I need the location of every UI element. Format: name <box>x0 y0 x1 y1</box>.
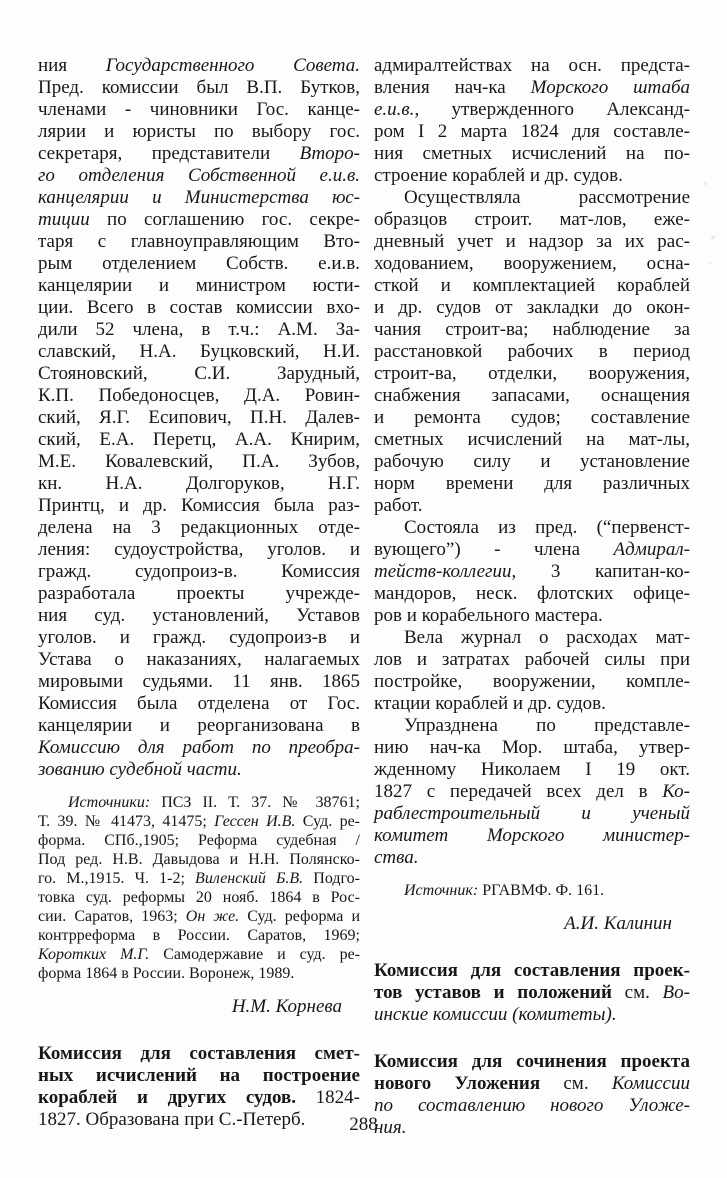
text-line <box>38 77 360 99</box>
text-run: тиции <box>38 209 90 230</box>
signature <box>38 996 360 1018</box>
text-run: ром I 2 марта 1824 для составле- <box>374 121 690 142</box>
entry-paragraph <box>374 960 690 1026</box>
text-line <box>38 473 360 495</box>
text-line <box>38 812 360 831</box>
text-run: Во- <box>662 982 690 1003</box>
text-line <box>38 451 360 473</box>
text-run: секретаря, представители <box>38 143 300 164</box>
scan-artifact <box>709 262 712 264</box>
text-line <box>38 964 360 983</box>
text-run: 1827 с передачей всех дел в <box>374 781 663 802</box>
paragraph <box>38 55 360 781</box>
text-run: комитет Морского министер- <box>374 825 690 846</box>
text-line <box>38 209 360 231</box>
text-run: строит-ва, отделки, вооружения, <box>374 363 690 384</box>
text-run: расстановкой рабочих в период <box>374 341 690 362</box>
text-run: форма 1864 в России. Воронеж, 1989. <box>38 965 295 982</box>
scan-artifact <box>704 182 707 185</box>
text-line <box>374 825 690 847</box>
paragraph <box>374 627 690 715</box>
text-run: вления нач-ка <box>374 77 531 98</box>
text-line <box>374 319 690 341</box>
text-run: Суд. реформа и <box>239 908 361 925</box>
text-run: уголов. и гражд. судопроиз-в и <box>38 627 360 648</box>
text-line <box>38 99 360 121</box>
text-run: ктации кораблей и др. судов. <box>374 693 606 714</box>
text-run: гражд. судопроиз-в. Комиссия <box>38 561 360 582</box>
text-run: строение кораблей и др. судов. <box>374 165 623 186</box>
text-run: сметных исчислений на мат-лы, <box>374 429 690 450</box>
text-run: по соглашению гос. секре- <box>89 209 360 230</box>
text-run: Источники: <box>68 794 151 811</box>
text-run: , утвержденного Александ- <box>414 99 690 120</box>
text-run: ский, Е.А. Перетц, А.А. Книрим, <box>38 429 360 450</box>
text-run: жденному Николаем I 19 окт. <box>374 759 690 780</box>
text-run: А.И. Калинин <box>564 913 672 934</box>
text-line <box>374 77 690 99</box>
text-line <box>374 759 690 781</box>
text-run: контрреформа в России. Саратов, 1969; <box>38 927 360 944</box>
text-run: ства. <box>374 847 419 868</box>
text-run: ния суд. установлений, Уставов <box>38 605 360 626</box>
text-line <box>38 1087 360 1109</box>
text-run: Н.М. Корнева <box>231 996 342 1017</box>
text-line <box>374 605 690 627</box>
text-line <box>38 793 360 812</box>
text-line <box>374 847 690 869</box>
text-line <box>374 561 690 583</box>
left-column <box>38 55 360 1131</box>
text-line <box>38 888 360 907</box>
text-run: Самодержавие и суд. ре- <box>149 946 360 963</box>
text-run: канцелярии и реорганизована в <box>38 715 360 736</box>
text-run: Вела журнал о расходах мат- <box>404 627 690 648</box>
paragraph <box>374 517 690 627</box>
text-run: Ко- <box>662 781 690 802</box>
text-run: дили 52 члена, в т.ч.: А.М. За- <box>38 319 360 340</box>
text-line <box>374 473 690 495</box>
source-note <box>374 881 690 900</box>
text-line <box>374 781 690 803</box>
text-run: товка суд. реформы 20 нояб. 1864 в Рос- <box>38 889 360 906</box>
text-run: Комиссии <box>611 1073 690 1094</box>
text-run: работ. <box>374 495 423 516</box>
text-line <box>38 319 360 341</box>
text-run: славский, Н.А. Буцковский, Н.И. <box>38 341 360 362</box>
text-run: см. <box>611 982 663 1003</box>
text-line <box>374 451 690 473</box>
text-line <box>38 737 360 759</box>
text-line <box>374 231 690 253</box>
text-line <box>374 913 690 935</box>
text-run: ПСЗ II. Т. 37. № 38761; <box>150 794 360 811</box>
text-run: кораблей и других судов. <box>38 1087 296 1108</box>
text-line <box>38 363 360 385</box>
text-line <box>38 831 360 850</box>
text-line <box>38 759 360 781</box>
text-run: кн. Н.А. Долгоруков, Н.Г. <box>38 473 360 494</box>
text-line <box>374 1004 690 1026</box>
text-line <box>38 341 360 363</box>
paragraph <box>374 715 690 869</box>
text-line <box>38 715 360 737</box>
text-run: Гессен И.В. <box>214 813 296 830</box>
text-run: инские комиссии (комитеты). <box>374 1004 617 1025</box>
text-line <box>374 737 690 759</box>
text-run: Источник: <box>404 882 479 899</box>
text-line <box>374 495 690 517</box>
text-run: см. <box>540 1073 612 1094</box>
text-line <box>38 850 360 869</box>
text-run: Пред. комиссии был В.П. Бутков, <box>38 77 360 98</box>
text-line <box>38 1043 360 1065</box>
text-run: вующего”) - члена <box>374 539 614 560</box>
text-run: Виленский Б.В. <box>195 870 304 887</box>
text-line <box>374 209 690 231</box>
text-run: М.Е. Ковалевский, П.А. Зубов, <box>38 451 360 472</box>
text-run: постройке, вооружении, компле- <box>374 671 690 692</box>
text-run: членами - чиновники Гос. канце- <box>38 99 360 120</box>
text-line <box>374 1073 690 1095</box>
page-number: 288 <box>349 1114 378 1135</box>
text-run: ния. <box>374 1117 407 1138</box>
text-run: ров и корабельного мастера. <box>374 605 603 626</box>
text-run: зованию судебной части. <box>38 759 242 780</box>
text-line <box>38 539 360 561</box>
text-run: лов и затратах рабочей силы при <box>374 649 690 670</box>
text-line <box>374 583 690 605</box>
text-run: го отделения Собственной е.и.в. <box>38 165 360 186</box>
text-line <box>38 649 360 671</box>
right-column <box>374 55 690 1139</box>
text-run: снабжения запасами, оснащения <box>374 385 690 406</box>
text-run: адмиралтействах на осн. предста- <box>374 55 690 76</box>
text-line <box>38 869 360 888</box>
text-run: Он же. <box>185 908 240 925</box>
text-line <box>374 803 690 825</box>
text-line <box>374 517 690 539</box>
text-line <box>38 1065 360 1087</box>
text-line <box>374 671 690 693</box>
text-line <box>38 407 360 429</box>
page-footer <box>0 1114 727 1136</box>
text-run: Упразднена по представле- <box>404 715 690 736</box>
text-run: Морского штаба <box>530 77 690 98</box>
text-run: ции. Всего в состав комиссии вхо- <box>38 297 360 318</box>
text-run: канцелярии и Министерства юс- <box>38 187 360 208</box>
text-line <box>374 99 690 121</box>
text-run: Комиссия для сочинения проекта <box>374 1051 690 1072</box>
text-run: Т. 39. № 41473, 41475; <box>38 813 215 830</box>
text-run: Принтц, и др. Комиссия была раз- <box>38 495 360 516</box>
text-run: Под ред. Н.В. Давыдова и Н.Н. Полянско- <box>38 851 360 868</box>
text-run: форма. СПб.,1905; Реформа судебная / <box>38 832 360 849</box>
text-run: Адмирал- <box>613 539 690 560</box>
text-line <box>374 143 690 165</box>
text-line <box>374 881 690 900</box>
text-line <box>374 363 690 385</box>
text-line <box>38 385 360 407</box>
text-line <box>38 583 360 605</box>
text-run: чания строит-ва; наблюдение за <box>374 319 690 340</box>
text-line <box>374 55 690 77</box>
text-run: ния <box>38 55 106 76</box>
text-line <box>38 996 360 1018</box>
text-run: Комиссия была отделена от Гос. <box>38 693 360 714</box>
text-line <box>374 121 690 143</box>
text-run: ский, Я.Г. Есипович, П.Н. Далев- <box>38 407 360 428</box>
text-line <box>374 385 690 407</box>
text-line <box>374 275 690 297</box>
text-line <box>374 1051 690 1073</box>
text-line <box>374 341 690 363</box>
text-line <box>374 429 690 451</box>
text-line <box>38 907 360 926</box>
text-run: го. М.,1915. Ч. 1-2; <box>38 870 196 887</box>
paragraph <box>374 187 690 517</box>
text-line <box>374 253 690 275</box>
text-run: е.и.в. <box>374 99 415 120</box>
text-run: норм времени для различных <box>374 473 690 494</box>
text-run: Суд. ре- <box>295 813 361 830</box>
text-line <box>374 165 690 187</box>
text-line <box>374 693 690 715</box>
text-run: нию нач-ка Мор. штаба, утвер- <box>374 737 690 758</box>
text-line <box>38 275 360 297</box>
text-run: К.П. Победоносцев, Д.А. Ровин- <box>38 385 360 406</box>
text-line <box>38 297 360 319</box>
text-line <box>38 231 360 253</box>
text-run: 1827. Образована при С.-Петерб. <box>38 1109 306 1130</box>
text-run: разработала проекты учрежде- <box>38 583 360 604</box>
text-line <box>38 627 360 649</box>
text-run: Комиссия для составления проек- <box>374 960 690 981</box>
text-run: Комиссия для составления смет- <box>38 1043 360 1064</box>
text-line <box>38 561 360 583</box>
text-run: Состояла из пред. (“первенст- <box>404 517 690 538</box>
text-run: тейств-коллегии <box>374 561 512 582</box>
text-line <box>38 671 360 693</box>
text-run: мандоров, неск. флотских офице- <box>374 583 690 604</box>
text-line <box>374 649 690 671</box>
text-run: Стояновский, С.И. Зарудный, <box>38 363 360 384</box>
text-line <box>38 693 360 715</box>
text-run: мировыми судьями. 11 янв. 1865 <box>38 671 360 692</box>
text-line <box>374 715 690 737</box>
text-run: ления: судоустройства, уголов. и <box>38 539 360 560</box>
text-run: и ремонта судов; составление <box>374 407 690 428</box>
text-run: сии. Саратов, 1963; <box>38 908 186 925</box>
text-line <box>38 517 360 539</box>
text-run: Комиссию для работ по преобра- <box>38 737 360 758</box>
text-run: Устава о наказаниях, налагаемых <box>38 649 360 670</box>
text-run: ния сметных исчислений на по- <box>374 143 690 164</box>
source-note <box>38 793 360 983</box>
text-line <box>374 627 690 649</box>
text-run: канцелярии и министром юсти- <box>38 275 360 296</box>
text-run: раблестроительный и ученый <box>374 803 690 824</box>
text-run: сткой и комплектацией кораблей <box>374 275 690 296</box>
text-line <box>38 121 360 143</box>
text-run: рым отделением Собств. е.и.в. <box>38 253 360 274</box>
text-line <box>38 495 360 517</box>
text-line <box>38 143 360 165</box>
text-run: Коротких М.Г. <box>38 946 150 963</box>
text-run: тов уставов и положений <box>374 982 612 1003</box>
text-line <box>38 605 360 627</box>
signature <box>374 913 690 935</box>
text-run: Подго- <box>303 870 361 887</box>
text-run: ходованием, вооружением, осна- <box>374 253 690 274</box>
text-run: Второ- <box>299 143 360 164</box>
text-run: образцов строит. мат-лов, еже- <box>374 209 690 230</box>
text-run: таря с главноуправляющим Вто- <box>38 231 360 252</box>
text-run: 1824- <box>295 1087 360 1108</box>
text-line <box>374 297 690 319</box>
text-line <box>374 960 690 982</box>
text-line <box>374 982 690 1004</box>
paragraph <box>374 55 690 187</box>
text-run: Государственного Совета. <box>105 55 361 76</box>
text-line <box>38 945 360 964</box>
text-line <box>38 253 360 275</box>
text-run: рабочую силу и установление <box>374 451 690 472</box>
text-run: РГАВМФ. Ф. 161. <box>478 882 605 899</box>
text-run: , 3 капитан-ко- <box>511 561 690 582</box>
text-line <box>374 407 690 429</box>
text-run: лярии и юристы по выбору гос. <box>38 121 360 142</box>
text-line <box>38 187 360 209</box>
text-run: и др. судов от закладки до окон- <box>374 297 690 318</box>
text-run: нового Уложения <box>374 1073 541 1094</box>
text-run: дневный учет и надзор за их рас- <box>374 231 690 252</box>
text-line <box>38 55 360 77</box>
text-line <box>38 429 360 451</box>
text-run: по составлению нового Уложе- <box>374 1095 690 1116</box>
text-line <box>38 926 360 945</box>
text-line <box>38 165 360 187</box>
text-run: делена на 3 редакционных отде- <box>38 517 360 538</box>
scan-artifact <box>711 236 715 239</box>
text-line <box>374 187 690 209</box>
text-run: Осуществляла рассмотрение <box>404 187 690 208</box>
text-line <box>374 539 690 561</box>
text-run: ных исчислений на построение <box>38 1065 360 1086</box>
